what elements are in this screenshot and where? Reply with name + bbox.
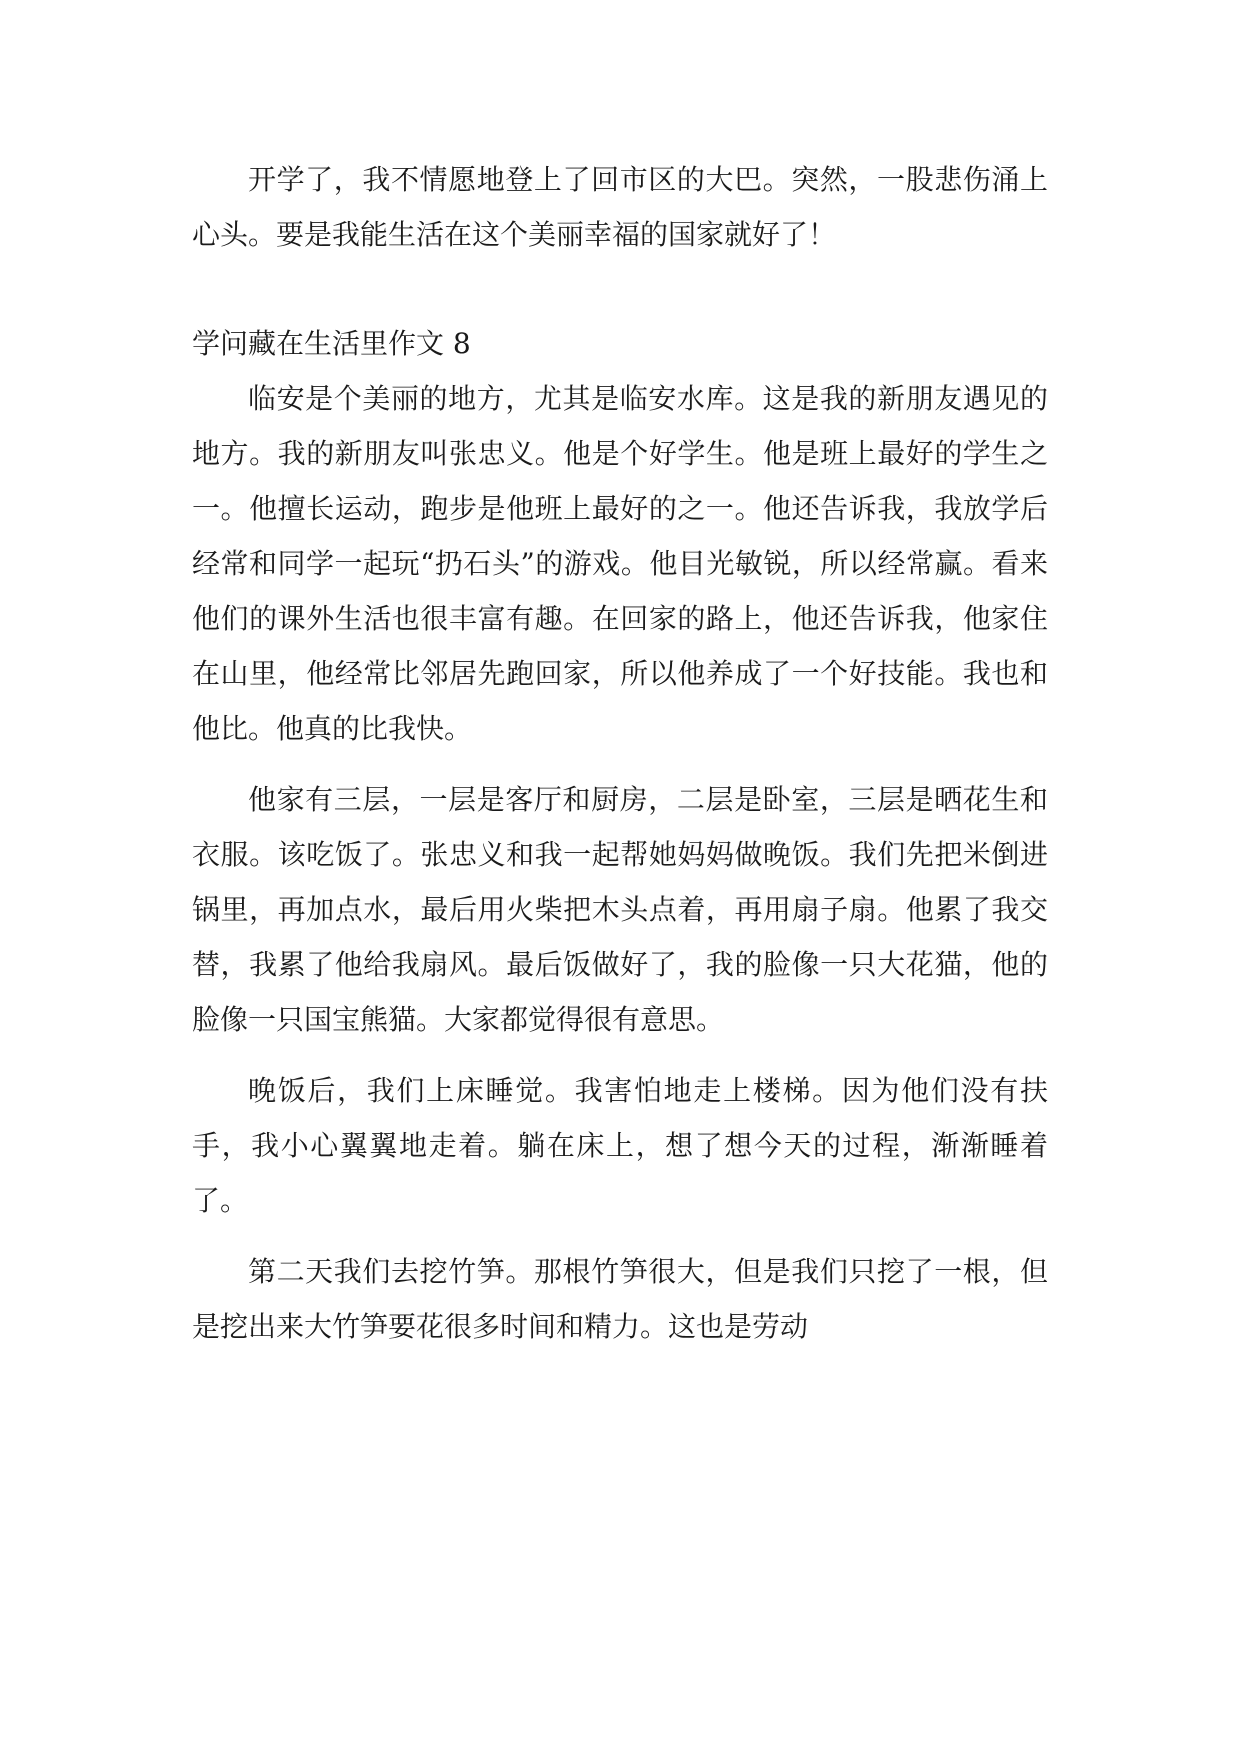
paragraph-2: 他家有三层，一层是客厅和厨房，二层是卧室，三层是晒花生和衣服。该吃饭了。张忠义和我一起帮她妈妈做晚饭。我们先把米倒进锅里，再加点水，最后用火柴把木头点着，再用扇子扇。他累了我交替，我累了他给我扇风。最后饭做好了，我的脸像一只大花猫，他的脸像一只国宝熊猫。大家都觉得很有意思。: [192, 783, 1048, 1036]
paragraph-intro: 开学了，我不情愿地登上了回市区的大巴。突然，一股悲伤涌上心头。要是我能生活在这个美丽幸福的国家就好了！: [192, 163, 1048, 251]
essay-heading: 学问藏在生活里作文 8: [192, 327, 471, 360]
document-body: [192, 152, 1048, 1354]
paragraph-3: 晚饭后，我们上床睡觉。我害怕地走上楼梯。因为他们没有扶手，我小心翼翼地走着。躺在床上，想了想今天的过程，渐渐睡着了。: [192, 1074, 1048, 1217]
paragraph-4: 第二天我们去挖竹笋。那根竹笋很大，但是我们只挖了一根，但是挖出来大竹笋要花很多时间和精力。这也是劳动: [192, 1255, 1048, 1343]
paragraph-1: 临安是个美丽的地方，尤其是临安水库。这是我的新朋友遇见的地方。我的新朋友叫张忠义。他是个好学生。他是班上最好的学生之一。他擅长运动，跑步是他班上最好的之一。他还告诉我，我放学后经常和同学一起玩“扔石头”的游戏。他目光敏锐，所以经常赢。看来他们的课外生活也很丰富有趣。在回家的路上，他还告诉我，他家住在山里，他经常比邻居先跑回家，所以他养成了一个好技能。我也和他比。他真的比我快。: [192, 382, 1048, 745]
